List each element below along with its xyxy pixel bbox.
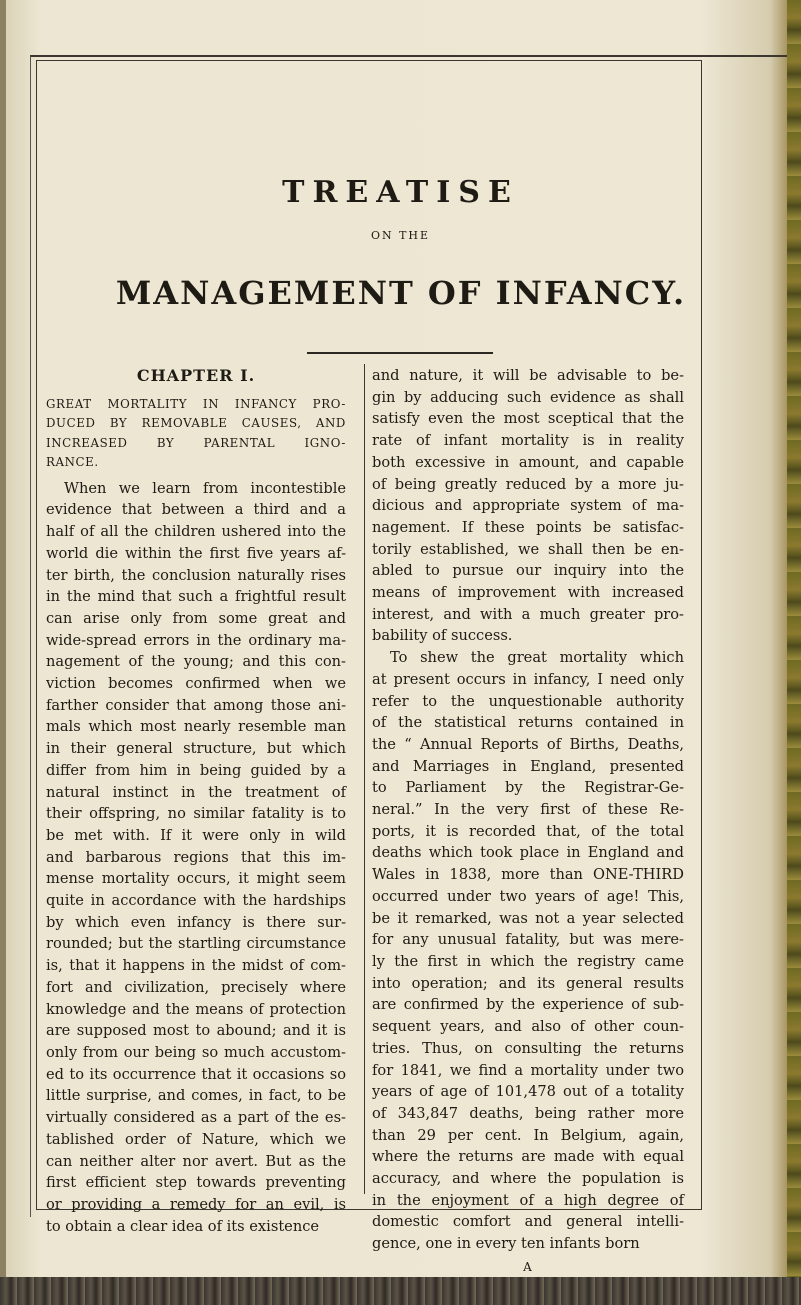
text-line: domestic comfort and general intelli- [372,1213,684,1231]
text-line: gin by adducing such evidence as shall [372,388,684,406]
title-connector: ON THE [370,229,431,242]
text-line: can neither alter nor avert. But as the [46,1152,346,1170]
section-title-line: GREAT MORTALITY IN INFANCY PRO- [46,396,346,411]
section-title [46,395,346,473]
text-line: Wales in 1838, more than ONE-THIRD [372,866,684,884]
text-line: mense mortality occurs, it might seem [46,870,346,888]
section-title-line: INCREASED BY PARENTAL IGNO- [46,435,346,450]
text-line: for any unusual fatality, but was mere- [372,931,684,949]
column-divider [364,364,365,1194]
text-line: years of age of 101,478 out of a totality [372,1083,684,1101]
text-line: fort and civilization, precisely where [46,978,346,996]
text-line: viction becomes confirmed when we [46,675,346,693]
text-line: can arise only from some great and [46,609,346,627]
text-line: sequent years, and also of other coun- [372,1018,684,1036]
text-line: of being greatly reduced by a more ju- [372,475,684,493]
text-line: are supposed most to abound; and it is [46,1022,346,1040]
text-line: evidence that between a third and a [46,501,346,519]
text-line: wide-spread errors in the ordinary ma- [46,631,346,649]
title-rule [307,352,493,354]
body-paragraph [372,365,684,1255]
text-line: ed to its occurrence that it occasions so [46,1065,346,1083]
text-line: to obtain a clear idea of its existence [46,1217,320,1235]
book-bottom-edge [0,1277,801,1305]
text-line: knowledge and the means of protection [46,1000,346,1018]
text-line: than 29 per cent. In Belgium, again, [372,1126,684,1144]
text-line: rounded; but the startling circumstance [46,935,346,953]
text-line: world die within the first five years af- [46,544,346,562]
text-line: in their general structure, but which [46,740,346,758]
text-line: satisfy even the most sceptical that the [372,410,684,428]
text-line: rate of infant mortality is in reality [372,432,684,450]
text-line: gence, one in every ten infants born [372,1235,640,1253]
text-line: refer to the unquestionable authority [372,692,684,710]
book-subtitle: MANAGEMENT OF INFANCY. [115,274,687,312]
text-line: both excessive in amount, and capable [372,453,684,471]
text-line: When we learn from incontestible [64,479,346,497]
text-line: means of improvement with increased [372,584,684,602]
text-line: be it remarked, was not a year selected [372,909,684,927]
text-line: nagement. If these points be satisfac- [372,518,684,536]
text-line: bability of success. [372,627,513,645]
text-line: farther consider that among those ani- [46,696,346,714]
signature-mark: A [523,1259,533,1274]
text-line: and nature, it will be advisable to be- [372,367,684,384]
chapter-heading: CHAPTER I. [136,366,256,385]
text-line: ter birth, the conclusion naturally rises [46,566,346,584]
text-line: nagement of the young; and this con- [46,653,346,671]
text-line: quite in accordance with the hardships [46,892,346,910]
text-line: tries. Thus, on consulting the returns [372,1039,684,1057]
text-line: into operation; and its general results [372,974,684,992]
text-line: in the enjoyment of a high degree of [372,1191,684,1209]
text-line: where the returns are made with equal [372,1148,684,1166]
text-line: abled to pursue our inquiry into the [372,562,684,580]
text-line: first efficient step towards preventing [46,1174,346,1192]
text-line: occurred under two years of age! This, [372,887,684,905]
section-title-line: RANCE. [46,455,99,470]
text-line: torily established, we shall then be en- [372,540,684,558]
text-line: at present occurs in infancy, I need only [372,670,684,688]
text-line: their offspring, no similar fatality is to [46,805,346,823]
text-line: little surprise, and comes, in fact, to be [46,1087,346,1105]
text-line: is, that it happens in the midst of com- [46,957,346,975]
text-line: of 343,847 deaths, being rather more [372,1104,684,1122]
text-line: are confirmed by the experience of sub- [372,996,684,1014]
text-line: in the mind that such a frightful result [46,588,346,606]
right-column [372,365,684,1279]
text-line: To shew the great mortality which [390,649,684,667]
text-line: by which even infancy is there sur- [46,913,346,931]
text-line: mals which most nearly resemble man [46,718,346,736]
text-line: interest, and with a much greater pro- [372,605,684,623]
text-line: tablished order of Nature, which we [46,1130,346,1148]
text-line: accuracy, and where the population is [372,1170,684,1188]
text-line: and Marriages in England, presented [372,757,684,775]
text-line: ly the first in which the registry came [372,952,684,970]
text-line: of the statistical returns contained in [372,714,684,732]
text-line: natural instinct in the treatment of [46,783,346,801]
text-line: virtually considered as a part of the es- [46,1109,346,1127]
text-line: and barbarous regions that this im- [46,848,346,866]
text-line: only from our being so much accustom- [46,1043,346,1061]
text-line: for 1841, we find a mortality under two [372,1061,684,1079]
left-column [46,365,346,1237]
text-line: half of all the children ushered into the [46,523,346,541]
section-title-line: DUCED BY REMOVABLE CAUSES, AND [46,416,346,431]
text-line: ports, it is recorded that, of the total [372,822,684,840]
text-line: or providing a remedy for an evil, is [46,1195,346,1213]
text-line: deaths which took place in England and [372,844,684,862]
text-line: be met with. If it were only in wild [46,826,346,844]
body-paragraph [46,478,346,1238]
text-line: neral.” In the very first of these Re- [372,801,684,819]
text-line: dicious and appropriate system of ma- [372,497,684,515]
text-line: differ from him in being guided by a [46,761,346,779]
text-line: the “ Annual Reports of Births, Deaths, [372,735,684,753]
text-line: to Parliament by the Registrar-Ge- [372,779,684,797]
page-title: TREATISE [282,175,519,210]
